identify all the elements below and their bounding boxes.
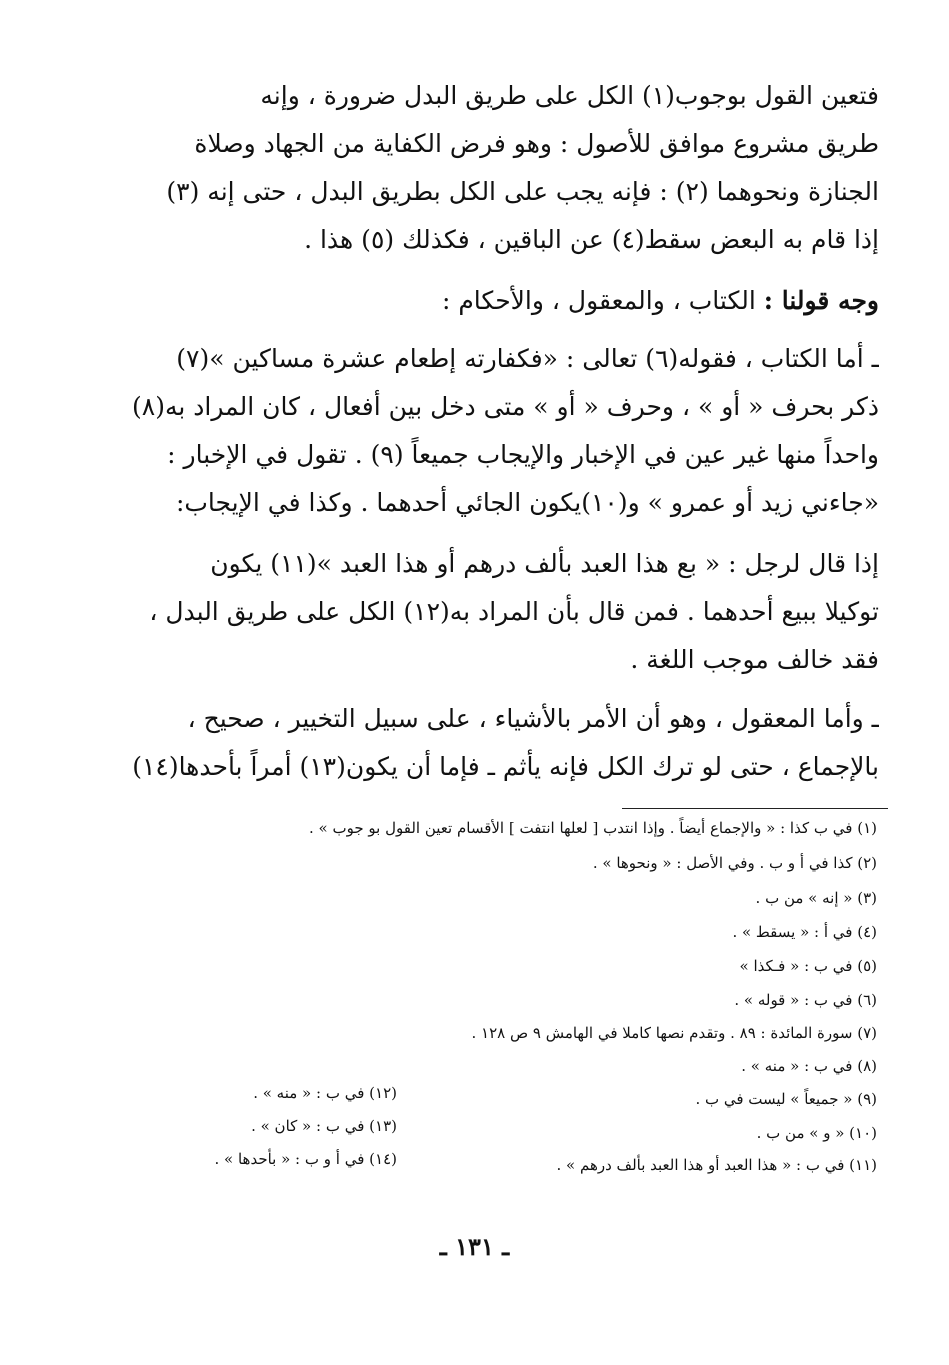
text-line: «جاءني زيد أو عمرو » و(١٠)يكون الجائي أحدهما . وكذا في الإيجاب: — [175, 488, 879, 517]
paragraph-5 — [99, 695, 879, 791]
paragraph-4 — [99, 540, 879, 684]
text-line: بالإجماع ، حتى لو ترك الكل فإنه يأثم ـ فإما أن يكون(١٣) أمراً بأحدها(١٤) — [132, 752, 879, 781]
text-line: توكيلا ببيع أحدهما . فمن قال بأن المراد به(١٢) الكل على طريق البدل ، — [149, 597, 879, 626]
footnote-14: (١٤) في أ و ب : « بأحدها » . — [214, 1150, 397, 1168]
footnote-13: (١٣) في ب : « كان » . — [251, 1117, 397, 1135]
footnote-3: (٣) « إنه » من ب . — [755, 889, 877, 907]
section-lead: وجه قولنا : — [763, 286, 879, 315]
text-line: فتعين القول بوجوب(١) الكل على طريق البدل ضرورة ، وإنه — [260, 81, 879, 110]
footnote-11: (١١) في ب : « هذا العبد أو هذا العبد بألف درهم » . — [556, 1156, 877, 1174]
text-line: الجنازة ونحوهما (٢) : فإنه يجب على الكل بطريق البدل ، حتى إنه (٣) — [166, 177, 879, 206]
text-line — [99, 277, 879, 325]
text-line: ذكر بحرف « أو » ، وحرف « أو » متى دخل بين أفعال ، كان المراد به(٨) — [132, 392, 879, 421]
footnote-8: (٨) في ب : « منه » . — [741, 1057, 877, 1075]
page-number: ـ ١٣١ ـ — [439, 1232, 510, 1261]
text-line: ـ وأما المعقول ، وهو أن الأمر بالأشياء ، على سبيل التخيير ، صحيح ، — [187, 704, 879, 733]
footnote-1: (١) في ب كذا : « والإجماع أيضاً . وإذا انتدب [ لعلها انتفت ] الأقسام تعين القول بو جوب » . — [309, 819, 877, 837]
footnote-5: (٥) في ب : « فـكذا » — [739, 957, 877, 975]
text-line: فقد خالف موجب اللغة . — [630, 645, 879, 674]
section-lead-rest: الكتاب ، والمعقول ، والأحكام : — [441, 286, 764, 315]
paragraph-3 — [99, 335, 879, 527]
text-line: إذا قال لرجل : « بع هذا العبد بألف درهم أو هذا العبد »(١١) يكون — [210, 549, 879, 578]
footnote-separator — [622, 808, 888, 809]
text-line: طريق مشروع موافق للأصول : وهو فرض الكفاية من الجهاد وصلاة — [194, 129, 879, 158]
text-line: واحداً منها غير عين في الإخبار والإيجاب جميعاً (٩) . تقول في الإخبار : — [167, 440, 879, 469]
footnote-12: (١٢) في ب : « منه » . — [253, 1084, 397, 1102]
paragraph-1 — [99, 72, 879, 264]
text-line: ـ أما الكتاب ، فقوله(٦) تعالى : «فكفارته إطعام عشرة مساكين »(٧) — [176, 344, 879, 373]
paragraph-2 — [99, 277, 879, 325]
text-line: إذا قام به البعض سقط(٤) عن الباقين ، فكذلك (٥) هذا . — [304, 225, 879, 254]
footnote-7: (٧) سورة المائدة : ٨٩ . وتقدم نصها كاملا في الهامش ٩ ص ١٢٨ . — [471, 1024, 877, 1042]
footnote-9: (٩) « جميعاً » ليست في ب . — [695, 1090, 877, 1108]
footnote-2: (٢) كذا في أ و ب . وفي الأصل : « ونحوها » . — [592, 854, 877, 872]
footnote-4: (٤) في أ : « يسقط » . — [732, 923, 877, 941]
footnote-6: (٦) في ب : « قوله » . — [734, 991, 877, 1009]
footnote-10: (١٠) « و » من ب . — [756, 1124, 877, 1142]
